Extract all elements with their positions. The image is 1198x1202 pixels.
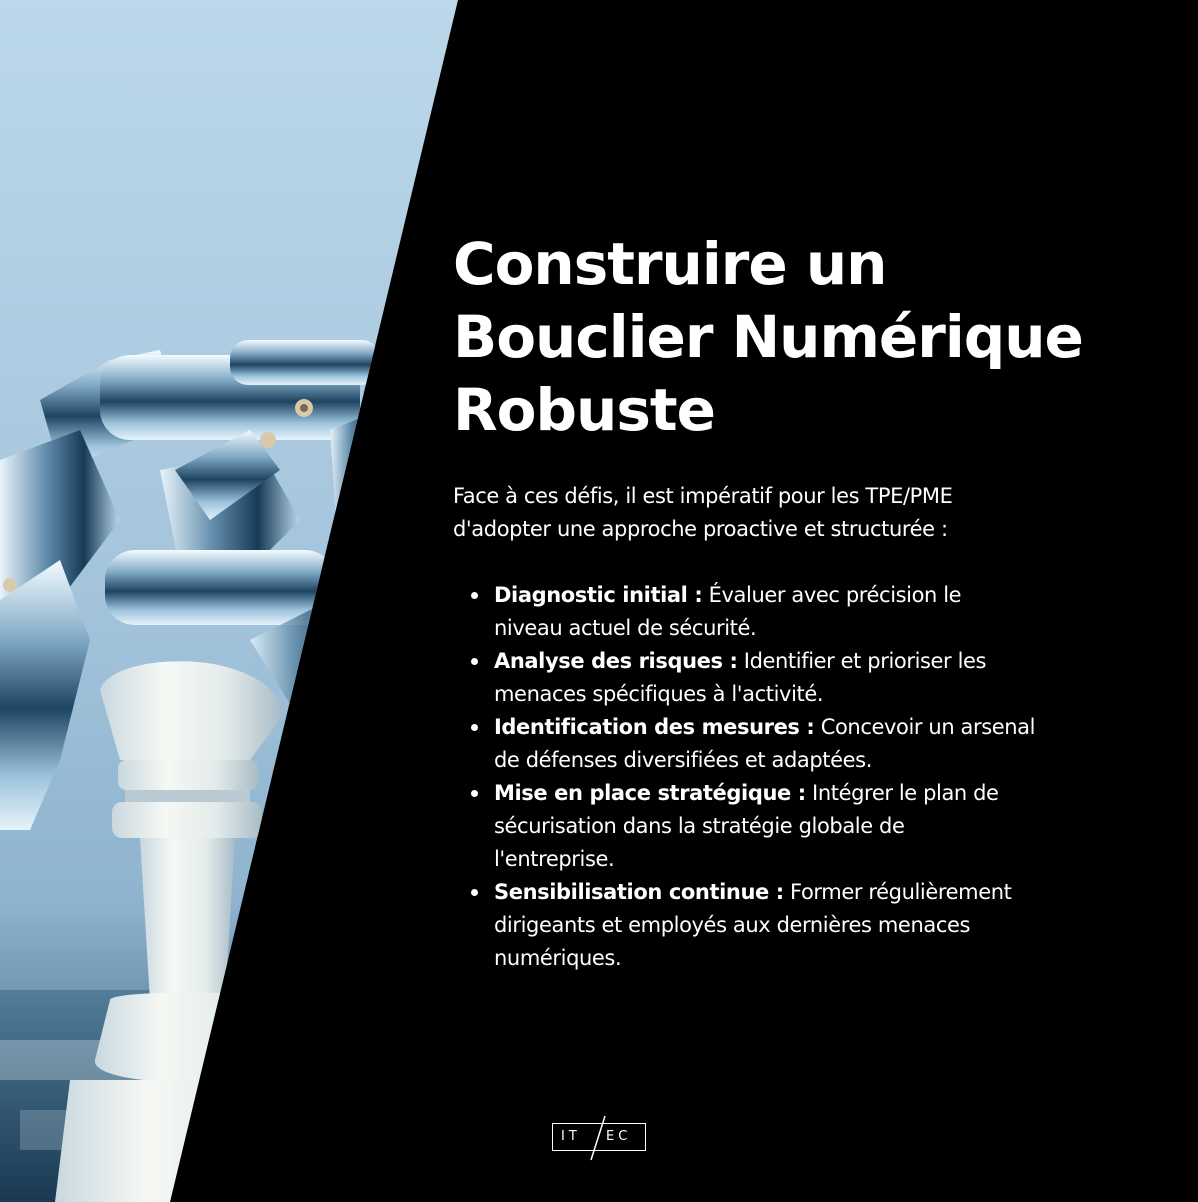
list-item-text: de défenses diversifiées et adaptées.: [494, 748, 872, 772]
measures-list: [453, 579, 1173, 975]
logo-slash-icon: [553, 1114, 647, 1162]
bullet-dot-icon: [471, 658, 478, 665]
list-item: [453, 579, 1173, 645]
page-title: [453, 228, 1173, 447]
list-item-text: Concevoir un arsenal: [814, 715, 1036, 739]
intro-line: d'adopter une approche proactive et structurée :: [453, 517, 948, 541]
list-item: [453, 645, 1173, 711]
bullet-dot-icon: [471, 889, 478, 896]
list-item-text: Intégrer le plan de: [805, 781, 999, 805]
list-item-term: Sensibilisation continue :: [494, 880, 784, 904]
list-item-text: dirigeants et employés aux dernières menaces: [494, 913, 971, 937]
logo-text-left: IT: [561, 1129, 581, 1144]
list-item-text: Former régulièrement: [783, 880, 1012, 904]
list-item-term: Identification des mesures :: [494, 715, 815, 739]
list-item-term: Analyse des risques :: [494, 649, 738, 673]
itec-logo: [552, 1123, 646, 1151]
title-line: Construire un: [453, 230, 887, 298]
bullet-dot-icon: [471, 592, 478, 599]
logo-text-right: EC: [606, 1129, 632, 1144]
list-item-text: Identifier et prioriser les: [737, 649, 987, 673]
list-item-term: Diagnostic initial :: [494, 583, 703, 607]
bullet-dot-icon: [471, 724, 478, 731]
list-item-text: sécurisation dans la stratégie globale de: [494, 814, 905, 838]
title-line: Bouclier Numérique: [453, 303, 1083, 371]
list-item: [453, 711, 1173, 777]
list-item: [453, 777, 1173, 876]
list-item-text: Évaluer avec précision le: [702, 583, 962, 607]
intro-paragraph: [453, 480, 1153, 546]
list-item-text: menaces spécifiques à l'activité.: [494, 682, 824, 706]
intro-line: Face à ces défis, il est impératif pour les TPE/PME: [453, 484, 953, 508]
title-line: Robuste: [453, 376, 715, 444]
list-item-text: l'entreprise.: [494, 847, 615, 871]
bullet-dot-icon: [471, 790, 478, 797]
list-item-term: Mise en place stratégique :: [494, 781, 806, 805]
list-item-text: numériques.: [494, 946, 622, 970]
list-item-text: niveau actuel de sécurité.: [494, 616, 757, 640]
list-item: [453, 876, 1173, 975]
